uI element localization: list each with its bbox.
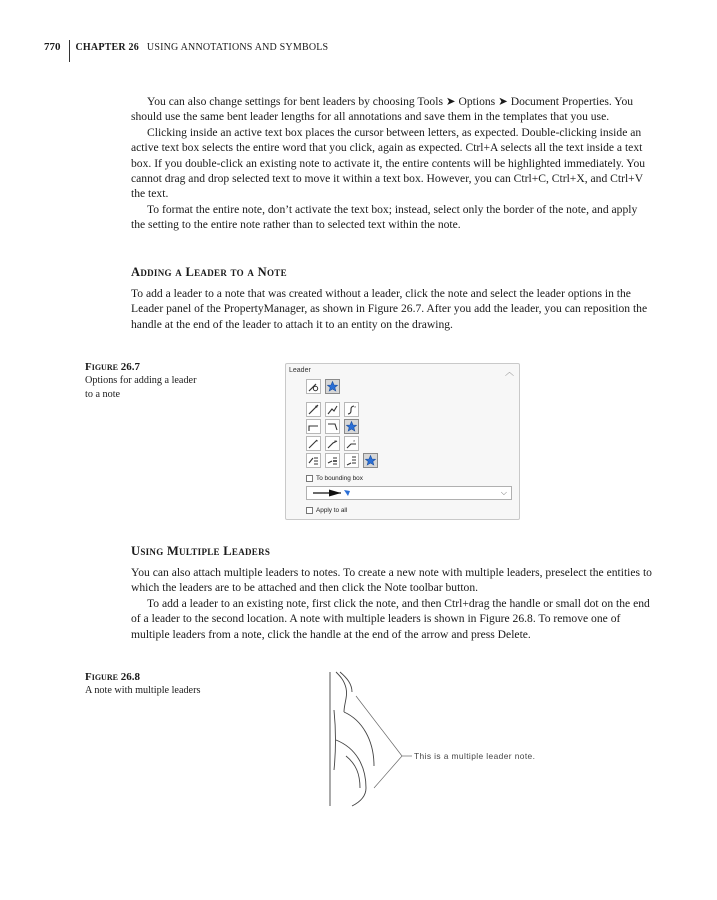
paragraph: To format the entire note, don’t activate the text box; instead, select only the border of the note, and apply the setting to the entire note rather than to selected text within the note. <box>131 202 638 232</box>
figure-label: Figure 26.8 <box>85 671 140 683</box>
page-number: 770 <box>44 41 61 53</box>
paragraph: To add a leader to an existing note, first click the note, and then Ctrl+drag the handle or small dot on the end of a leader to the second location. A note with multiple leaders is shown in Figure 26.8. To remove one of multiple leaders from a note, click the handle at the end of the arrow and press Delete. <box>131 596 650 641</box>
paragraph: To add a leader to a note that was created without a leader, click the note and select the leader options in the Leader panel of the PropertyManager, as shown in Figure 26.7. After you add the leader, you can reposition the handle at the end of the leader to attach it to an entity on the drawing. <box>131 287 648 331</box>
paragraph: You can also change settings for bent leaders by choosing Tools ➤ Options ➤ Document Properties. You should use the same bent leader lengths for all annotations and save them in the templates that you use. <box>131 95 634 124</box>
multiple-leader-note: This is a multiple leader note. <box>414 751 536 761</box>
figure-label: Figure 26.7 <box>85 361 140 373</box>
leader-style-a-icon[interactable] <box>306 436 321 451</box>
leader-nearest-star-icon[interactable] <box>344 419 359 434</box>
straight-leader-icon[interactable] <box>306 402 321 417</box>
multiple-leader-drawing <box>322 670 537 810</box>
arrow-style-select[interactable] <box>306 486 512 500</box>
leader-panel <box>285 363 520 520</box>
bounding-box-option[interactable] <box>306 475 363 482</box>
leader-style-b-icon[interactable] <box>325 436 340 451</box>
head-divider <box>69 40 70 62</box>
apply-to-all-label: Apply to all <box>316 507 348 514</box>
leader-right-icon[interactable] <box>325 419 340 434</box>
svg-text:×: × <box>316 438 319 443</box>
svg-text:×: × <box>334 438 337 443</box>
leader-bottom-icon[interactable] <box>344 453 359 468</box>
running-head <box>44 40 328 62</box>
leader-button-row <box>306 453 378 468</box>
smart-leader-star-icon[interactable] <box>325 379 340 394</box>
leader-auto-star-icon[interactable] <box>363 453 378 468</box>
apply-to-all-checkbox[interactable] <box>306 507 313 514</box>
panel-title: Leader <box>289 367 311 374</box>
bent-leader-icon[interactable] <box>325 402 340 417</box>
section-heading: Adding a Leader to a Note <box>131 265 287 279</box>
svg-text:×: × <box>353 438 356 443</box>
intro-text-block <box>131 94 653 233</box>
leader-button-row <box>306 402 359 417</box>
apply-to-all-option[interactable] <box>306 507 347 514</box>
figure-caption <box>85 670 205 698</box>
bounding-box-checkbox[interactable] <box>306 475 313 482</box>
leader-top-icon[interactable] <box>306 453 321 468</box>
leader-button-row <box>306 436 359 451</box>
svg-text:×: × <box>354 404 357 409</box>
bounding-box-label: To bounding box <box>316 475 363 482</box>
section-heading: Using Multiple Leaders <box>131 544 271 558</box>
leader-button-row <box>306 419 359 434</box>
leader-left-icon[interactable] <box>306 419 321 434</box>
spline-leader-icon[interactable] <box>344 402 359 417</box>
figure-caption <box>85 360 205 402</box>
leader-middle-icon[interactable] <box>325 453 340 468</box>
chapter-title: USING ANNOTATIONS AND SYMBOLS <box>146 42 329 53</box>
paragraph: Clicking inside an active text box places the cursor between letters, as expected. Double-clicking inside an active text box selects the entire word that you click, again as expected. Ctrl+A selects all the text inside a text box. If you double-click an existing note to activate it, the entire contents will be highlighted immediately. You cannot drag and drop selected text to move it within a text box. However, you can Ctrl+C, Ctrl+X, and Ctrl+V the text. <box>131 125 646 201</box>
collapse-chevron-icon[interactable]: ︿ <box>504 367 514 377</box>
section-text-block <box>131 286 653 332</box>
part-outline <box>330 672 374 806</box>
leader-style-c-icon[interactable] <box>344 436 359 451</box>
leader-attach-icon[interactable] <box>306 379 321 394</box>
figure-caption-text: A note with multiple leaders <box>85 685 201 696</box>
figure-caption-text: Options for adding a leader to a note <box>85 375 197 400</box>
chevron-down-icon: ⌵ <box>500 488 507 497</box>
leader-button-row <box>306 379 340 394</box>
section-text-block <box>131 565 653 642</box>
arrow-style-icon <box>311 487 356 499</box>
paragraph: You can also attach multiple leaders to notes. To create a new note with multiple leaders, preselect the entities to which the leaders are to be attached and then click the Note toolbar button. <box>131 566 652 595</box>
chapter-label: CHAPTER 26 <box>75 42 139 53</box>
